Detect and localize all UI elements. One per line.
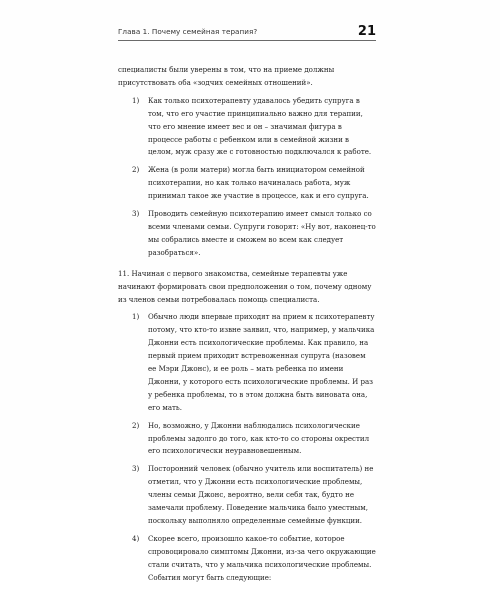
list-item-number: 1) bbox=[132, 95, 140, 105]
list-item-number: 2) bbox=[132, 420, 140, 430]
list-item bbox=[118, 95, 376, 160]
header-divider bbox=[118, 40, 376, 41]
list-item bbox=[118, 311, 376, 414]
list-item-text: Как только психотерапевту удавалось убедить супруга в том, что его участие принципиально важно для терапии, что его мнение имеет вес и он – значимая фигура в процессе работы с ребенком или в семейной жизни в целом, муж сразу же с готовностью подключался к работе. bbox=[148, 95, 372, 157]
list-item-number: 4) bbox=[132, 533, 140, 543]
list-item-text: Посторонний человек (обычно учитель или воспитатель) не отметил, что у Джонни есть психологические проблемы, члены семьи Джонс, вероятно, вели себя так, будто не замечали проблему. Поведение мальчика было уместным, поскольку выполняло определенные семейные функции. bbox=[148, 464, 374, 525]
intro-paragraph: специалисты были уверены в том, что на приеме должны присутствовать оба «зодчих семейных отношений». bbox=[118, 65, 335, 87]
list-item-number: 3) bbox=[132, 209, 140, 219]
list-item-text: Проводить семейную психотерапию имеет смысл только со всеми членами семьи. Супруги говорят: «Ну вот, наконец-то мы собрались вместе и сможем во всем как следует разобраться». bbox=[148, 209, 376, 257]
list-item-text: Но, возможно, у Джонни наблюдались психологические проблемы задолго до того, как кто-то со стороны окрестил его психологически неуравновешенным. bbox=[148, 420, 370, 456]
numbered-list-1 bbox=[118, 95, 376, 260]
list-item-number: 3) bbox=[132, 464, 140, 474]
list-item-number: 1) bbox=[132, 312, 140, 322]
list-item bbox=[118, 463, 376, 528]
list-item-number: 2) bbox=[132, 165, 140, 175]
page-header bbox=[118, 24, 376, 39]
chapter-title: Глава 1. Почему семейная терапия? bbox=[118, 27, 258, 36]
list-item bbox=[118, 420, 376, 459]
paragraph-11: 11. Начиная с первого знакомства, семейные терапевты уже начинают формировать свои предположения о том, почему одному из членов семьи потребовалась помощь специалиста. bbox=[118, 268, 372, 304]
numbered-list-2 bbox=[118, 311, 376, 584]
page-body bbox=[118, 64, 376, 590]
list-item-text: Жена (в роли матери) могла быть инициатором семейной психотерапии, но как только начиналась работа, муж принимал такое же участие в процессе, как и его супруга. bbox=[148, 165, 369, 201]
list-item bbox=[118, 208, 376, 260]
list-item-text: Скорее всего, произошло какое-то событие, которое спровоцировало симптомы Джонни, из-за чего окружающие стали считать, что у мальчика психологические проблемы. События могут быть следующие: bbox=[148, 533, 376, 582]
list-item bbox=[118, 164, 376, 203]
list-item-text: Обычно люди впервые приходят на прием к психотерапевту потому, что кто-то извне заявил, что, например, у мальчика Джонни есть психологические проблемы. Как правило, на первый прием приходит встревоженная супруга (назовем ее Мэри Джонс), и ее роль – мать ребенка по имени Джонни, у которого есть психологические проблемы. И раз у ребенка проблемы, то в этом должна быть виновата она, его мать. bbox=[148, 312, 375, 412]
list-item bbox=[118, 533, 376, 585]
page-number: 21 bbox=[357, 24, 376, 39]
